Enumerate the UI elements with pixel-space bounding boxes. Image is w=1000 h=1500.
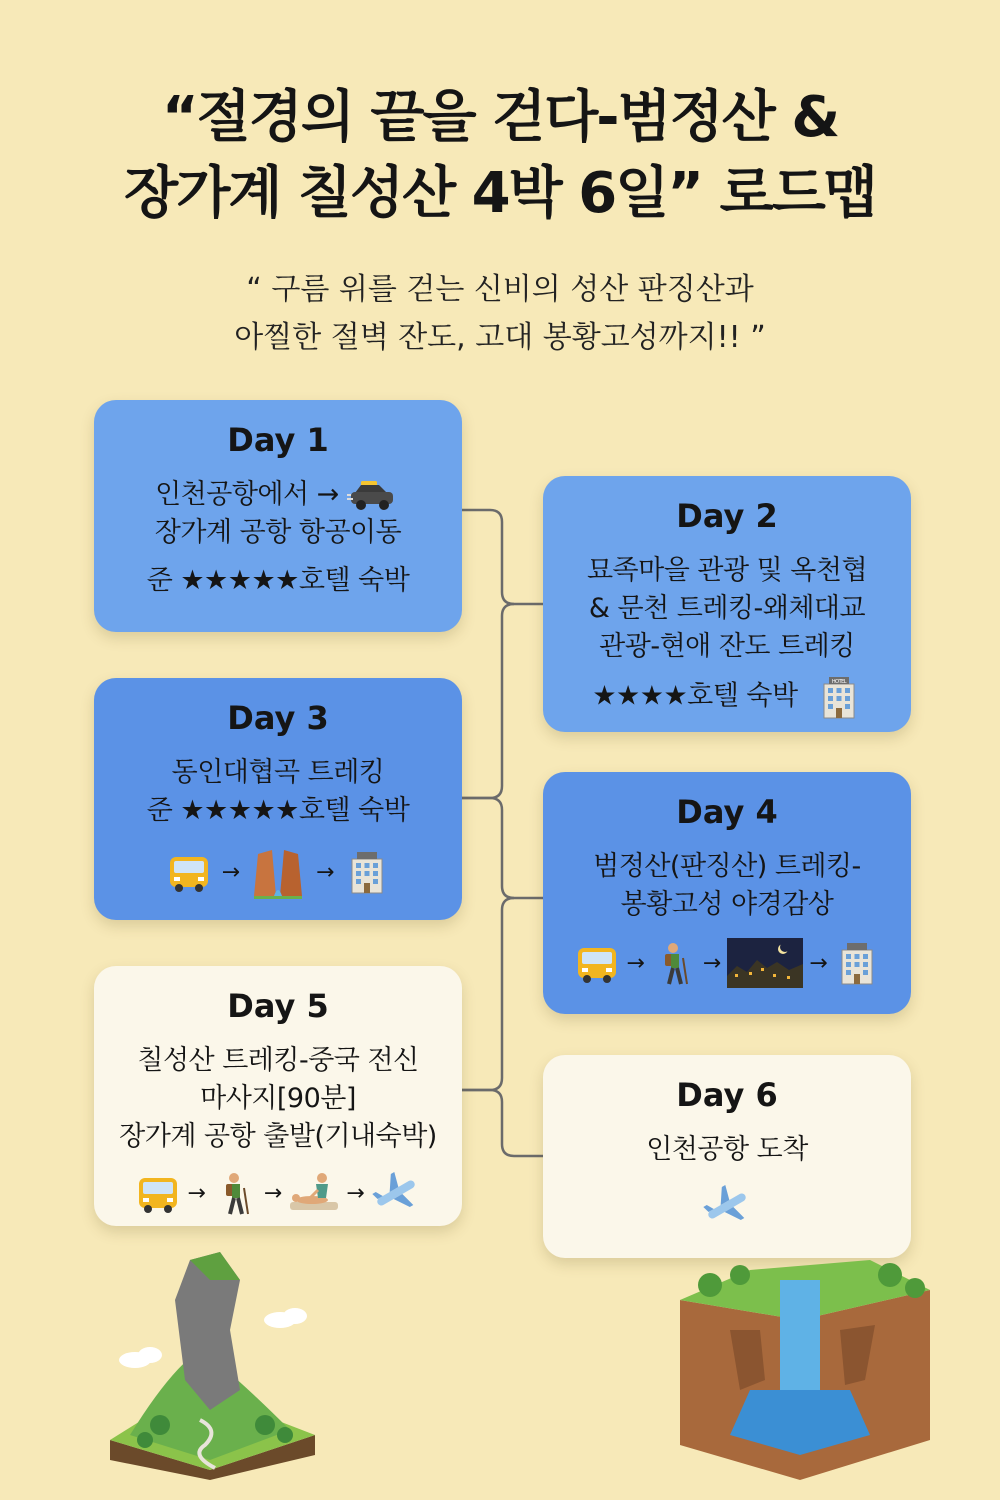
hotel-icon <box>816 674 862 720</box>
svg-text:HOTEL: HOTEL <box>831 679 846 685</box>
day-4-line-1: 범정산(판징산) 트레킹- <box>593 851 861 882</box>
night-view-icon <box>727 938 803 988</box>
day-6-line-1: 인천공항 도착 <box>646 1134 808 1165</box>
hiker-icon <box>651 940 697 986</box>
day-2-line-4: ★★★★호텔 숙박 <box>592 680 798 712</box>
connector-day1-day2 <box>462 510 543 604</box>
day-5-icons: → → → <box>94 1170 462 1216</box>
day-5-line-2: 마사지[90분] <box>200 1083 356 1114</box>
bus-icon <box>135 1170 181 1216</box>
day-1-line-1: 인천공항에서 → <box>155 479 339 510</box>
day-2-line-2: & 문천 트레킹-왜체대교 <box>588 593 866 624</box>
day-4-card <box>543 772 911 1014</box>
massage-icon <box>288 1170 340 1216</box>
day-4-label: Day 4 <box>676 793 778 831</box>
subtitle-line-2: 아찔한 절벽 잔도, 고대 봉황고성까지!! ” <box>234 320 766 355</box>
day-4-icons: → → → <box>543 938 911 988</box>
connector-day3-day4 <box>462 798 543 898</box>
day-2-label: Day 2 <box>676 497 778 535</box>
bus-icon <box>574 940 620 986</box>
day-1-card <box>94 400 462 632</box>
day-6-label: Day 6 <box>676 1076 778 1114</box>
day-2-card <box>543 476 911 732</box>
bus-icon <box>166 849 212 895</box>
subtitle-line-1: “ 구름 위를 걷는 신비의 성산 판징산과 <box>246 272 754 307</box>
day-5-label: Day 5 <box>227 987 329 1025</box>
day-1-label: Day 1 <box>227 421 329 459</box>
day-3-label: Day 3 <box>227 699 329 737</box>
connector-day5-day6 <box>462 1090 543 1156</box>
hiker-icon <box>212 1170 258 1216</box>
day-5-card <box>94 966 462 1226</box>
connector-day5-day4 <box>462 898 514 1090</box>
hotel-icon <box>344 849 390 895</box>
day-2-line-3: 관광-현애 잔도 트레킹 <box>599 631 855 662</box>
day-1-line-1-wrap <box>94 476 462 514</box>
airplane-icon <box>702 1183 752 1229</box>
day-5-line-3: 장가계 공항 출발(기내숙박) <box>119 1121 437 1152</box>
day-1-line-3: 준 ★★★★★호텔 숙박 <box>146 565 410 596</box>
taxi-icon <box>347 479 401 513</box>
day-6-card <box>543 1055 911 1258</box>
title-line-2: 장가계 칠성산 4박 6일” 로드맵 <box>124 161 876 226</box>
day-6-icons <box>543 1183 911 1229</box>
airplane-icon <box>371 1170 421 1216</box>
waterfall-illustration <box>670 1240 940 1485</box>
day-3-icons: → → <box>94 844 462 900</box>
title-line-1: “절경의 끝을 걷다-범정산 & <box>161 85 839 150</box>
day-3-line-1: 동인대협곡 트레킹 <box>171 757 385 788</box>
day-3-line-2: 준 ★★★★★호텔 숙박 <box>146 795 410 826</box>
day-3-card <box>94 678 462 920</box>
day-4-line-2: 봉황고성 야경감상 <box>620 889 834 920</box>
day-1-line-2: 장가계 공항 항공이동 <box>154 517 402 548</box>
connector-day3-day2 <box>462 604 514 798</box>
hotel-icon <box>834 940 880 986</box>
day-5-line-1: 칠성산 트레킹-중국 전신 <box>137 1045 419 1076</box>
mountain-illustration <box>90 1240 330 1480</box>
day-2-line-1: 묘족마을 관광 및 옥천협 <box>586 555 868 586</box>
day-2-line-4-wrap <box>543 674 911 720</box>
canyon-icon <box>250 844 306 900</box>
